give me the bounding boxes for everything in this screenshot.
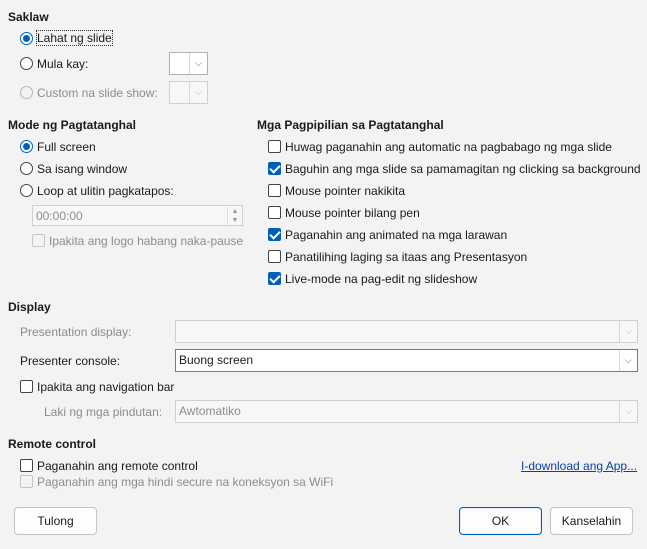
cancel-button[interactable]: Kanselahin xyxy=(550,507,633,535)
option-checkbox[interactable] xyxy=(268,162,281,175)
button-size-combo xyxy=(175,400,638,423)
option-label[interactable]: Live-mode na pag-edit ng slideshow xyxy=(285,272,478,286)
option-label[interactable]: Mouse pointer nakikita xyxy=(285,184,406,198)
option-label[interactable]: Panatilihing laging sa itaas ang Presentasyon xyxy=(285,250,528,264)
full-screen-label[interactable]: Full screen xyxy=(37,140,96,154)
custom-show-combo xyxy=(169,81,208,104)
all-slides-radio[interactable] xyxy=(20,32,33,45)
saklaw-heading: Saklaw xyxy=(8,10,49,24)
button-size-label: Laki ng mga pindutan: xyxy=(44,405,163,419)
option-checkbox[interactable] xyxy=(268,140,281,153)
window-label[interactable]: Sa isang window xyxy=(37,162,128,176)
option-checkbox[interactable] xyxy=(268,184,281,197)
option-label[interactable]: Mouse pointer bilang pen xyxy=(285,206,420,220)
from-slide-combo[interactable] xyxy=(169,52,208,75)
option-label[interactable]: Paganahin ang animated na mga larawan xyxy=(285,228,508,242)
custom-show-label: Custom na slide show: xyxy=(37,86,158,100)
loop-time-field xyxy=(32,205,243,226)
presentation-display-combo xyxy=(175,320,638,343)
chevron-down-icon: ⌵ xyxy=(619,401,637,422)
custom-show-radio xyxy=(20,86,33,99)
chevron-down-icon: ⌵ xyxy=(189,82,207,103)
window-radio[interactable] xyxy=(20,162,33,175)
presenter-console-value: Buong screen xyxy=(179,353,254,367)
option-checkbox[interactable] xyxy=(268,228,281,241)
button-size-value: Awtomatiko xyxy=(179,404,241,418)
show-logo-label: Ipakita ang logo habang naka-pause xyxy=(49,234,244,248)
help-button[interactable]: Tulong xyxy=(14,507,97,535)
option-label[interactable]: Huwag paganahin ang automatic na pagbabago ng mga slide xyxy=(285,140,612,154)
option-label[interactable]: Baguhin ang mga slide sa pamamagitan ng clicking sa background xyxy=(285,162,641,176)
from-slide-label[interactable]: Mula kay: xyxy=(37,57,89,71)
display-heading: Display xyxy=(8,300,51,314)
spin-up-icon: ▲ xyxy=(227,207,242,216)
all-slides-label[interactable]: Lahat ng slide xyxy=(37,31,112,45)
presenter-console-label: Presenter console: xyxy=(20,354,121,368)
show-nav-bar-label[interactable]: Ipakita ang navigation bar xyxy=(37,380,175,394)
options-heading: Mga Pagpipilian sa Pagtatanghal xyxy=(257,118,444,132)
from-slide-radio[interactable] xyxy=(20,57,33,70)
insecure-wifi-checkbox xyxy=(20,475,33,488)
spin-down-icon: ▼ xyxy=(227,216,242,225)
presenter-console-combo[interactable] xyxy=(175,349,638,372)
show-logo-checkbox xyxy=(32,234,45,247)
option-checkbox[interactable] xyxy=(268,206,281,219)
show-nav-bar-checkbox[interactable] xyxy=(20,380,33,393)
mode-heading: Mode ng Pagtatanghal xyxy=(8,118,137,132)
chevron-down-icon[interactable]: ⌵ xyxy=(619,350,637,371)
loop-radio[interactable] xyxy=(20,184,33,197)
chevron-down-icon: ⌵ xyxy=(619,321,637,342)
loop-label[interactable]: Loop at ulitin pagkatapos: xyxy=(37,184,174,198)
ok-button[interactable]: OK xyxy=(459,507,542,535)
loop-time-value: 00:00:00 xyxy=(36,209,83,223)
presentation-display-label: Presentation display: xyxy=(20,325,132,339)
option-checkbox[interactable] xyxy=(268,272,281,285)
remote-heading: Remote control xyxy=(8,437,97,451)
insecure-wifi-label: Paganahin ang mga hindi secure na koneksyon sa WiFi xyxy=(37,475,334,489)
enable-remote-checkbox[interactable] xyxy=(20,459,33,472)
download-app-link[interactable]: I-download ang App... xyxy=(521,459,638,473)
full-screen-radio[interactable] xyxy=(20,140,33,153)
enable-remote-label[interactable]: Paganahin ang remote control xyxy=(37,459,198,473)
chevron-down-icon[interactable]: ⌵ xyxy=(189,53,207,74)
option-checkbox[interactable] xyxy=(268,250,281,263)
